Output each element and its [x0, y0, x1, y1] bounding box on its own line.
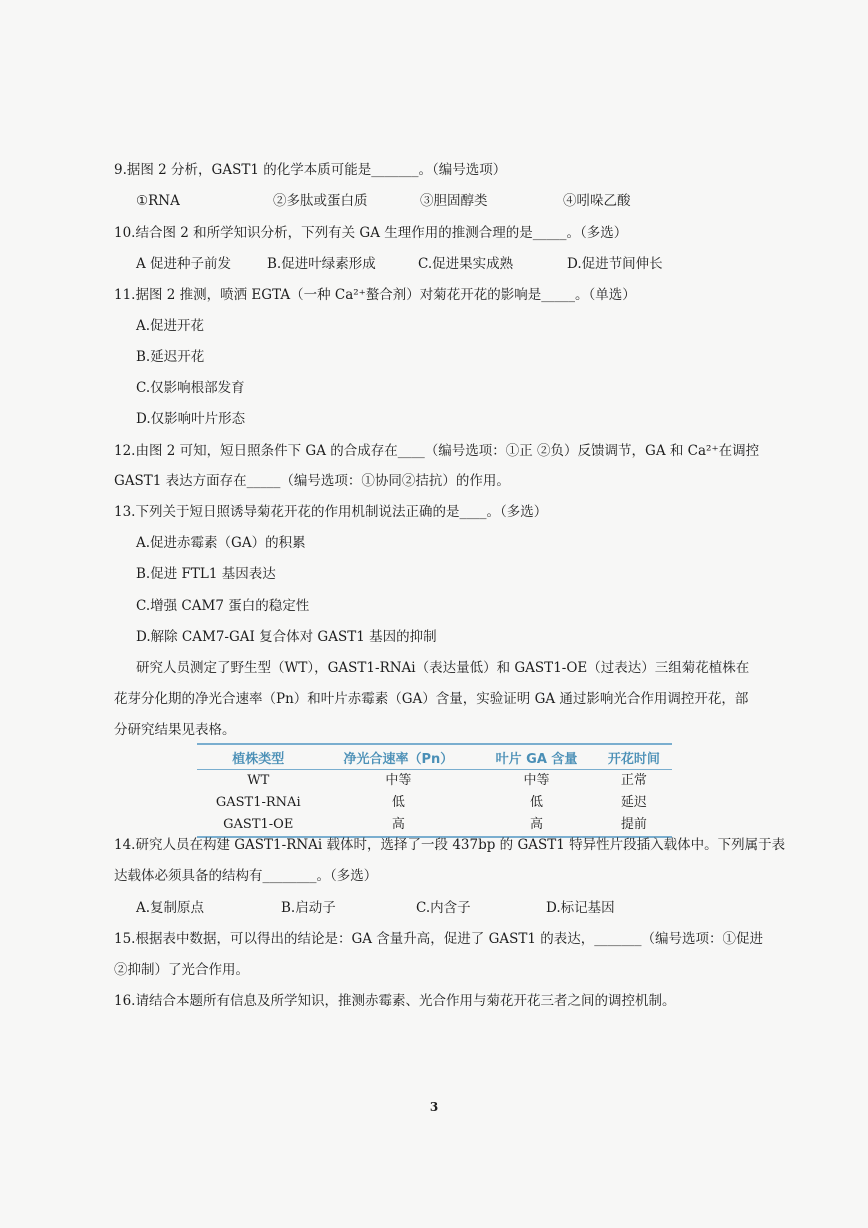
- question-15-line-1: 15.根据表中数据，可以得出的结论是：GA 含量升高，促进了 GAST1 的表达，_______（编号选项：①促进: [114, 931, 764, 947]
- q14-option-c: C.内含子: [416, 900, 471, 916]
- q9-option-4: ④吲哚乙酸: [563, 193, 631, 209]
- q13-option-a: A.促进赤霉素（GA）的积累: [136, 535, 306, 551]
- question-10-stem: 10.结合图 2 和所学知识分析，下列有关 GA 生理作用的推测合理的是_____。（多选）: [114, 225, 628, 241]
- q10-option-c: C.促进果实成熟: [418, 256, 514, 272]
- question-16-stem: 16.请结合本题所有信息及所学知识，推测赤霉素、光合作用与菊花开花三者之间的调控机制。: [114, 993, 676, 1009]
- intro-line-1: 研究人员测定了野生型（WT），GAST1-RNAi（表达量低）和 GAST1-OE（过表达）三组菊花植株在: [136, 660, 750, 676]
- question-15-line-2: ②抑制）了光合作用。: [114, 962, 249, 978]
- table-cell: GAST1-RNAi: [215, 795, 301, 810]
- q11-option-c: C.仅影响根部发育: [136, 380, 245, 396]
- table-cell: 中等: [523, 773, 550, 788]
- question-14-options: [136, 898, 776, 918]
- table-cell: 高: [477, 814, 595, 837]
- question-12-line-1: 12.由图 2 可知，短日照条件下 GA 的合成存在____（编号选项：①正 ②负）反馈调节，GA 和 Ca²⁺在调控: [114, 443, 760, 459]
- q11-option-d: D.仅影响叶片形态: [136, 411, 246, 427]
- table-cell: 提前: [596, 814, 672, 837]
- q13-option-b: B.促进 FTL1 基因表达: [136, 566, 276, 582]
- q10-option-a: A 促进种子前发: [136, 256, 232, 272]
- table-cell: 低: [391, 795, 405, 810]
- table-row: [197, 770, 672, 793]
- question-13-stem: 13.下列关于短日照诱导菊花开花的作用机制说法正确的是____。（多选）: [114, 504, 548, 520]
- q10-option-d: D.促进节间伸长: [567, 256, 663, 272]
- table-cell: WT: [247, 773, 270, 788]
- table-row: [197, 814, 672, 837]
- q9-option-1: ①RNA: [136, 193, 180, 209]
- q13-option-c: C.增强 CAM7 蛋白的稳定性: [136, 598, 310, 614]
- q9-option-3: ③胆固醇类: [420, 193, 488, 209]
- question-9-stem: 9.据图 2 分析，GAST1 的化学本质可能是_______。（编号选项）: [114, 162, 507, 178]
- q14-option-b: B.启动子: [281, 900, 336, 916]
- question-14-line-2: 达载体必须具备的结构有________。（多选）: [114, 868, 378, 884]
- table-header-row: [197, 744, 672, 770]
- header-pn: 净光合速率（Pn）: [319, 744, 477, 770]
- table-cell: GAST1-OE: [197, 814, 319, 837]
- question-14-line-1: 14.研究人员在构建 GAST1-RNAi 载体时，选择了一段 437bp 的 GAST1 特异性片段插入载体中。下列属于表: [114, 837, 786, 853]
- question-12-line-2: GAST1 表达方面存在_____（编号选项：①协同②拮抗）的作用。: [114, 473, 510, 489]
- table-cell: 低: [530, 795, 544, 810]
- header-ga-content: 叶片 GA 含量: [477, 744, 595, 770]
- table-cell: 中等: [385, 773, 412, 788]
- q11-option-a: A.促进开花: [136, 318, 205, 334]
- table-cell: 正常: [620, 773, 647, 788]
- table-cell: 延迟: [620, 795, 647, 810]
- q11-option-b: B.延迟开花: [136, 349, 205, 365]
- intro-line-2: 花芽分化期的净光合速率（Pn）和叶片赤霉素（GA）含量，实验证明 GA 通过影响光合作用调控开花，部: [114, 691, 749, 707]
- page-number: 3: [429, 1100, 439, 1114]
- question-9-options: [136, 191, 776, 211]
- q13-option-d: D.解除 CAM7-GAI 复合体对 GAST1 基因的抑制: [136, 629, 437, 645]
- header-flowering-time: 开花时间: [596, 744, 672, 770]
- question-10-options: [136, 254, 776, 274]
- q14-option-d: D.标记基因: [546, 900, 615, 916]
- question-11-stem: 11.据图 2 推测，喷洒 EGTA（一种 Ca²⁺螯合剂）对菊花开花的影响是_____。（单选）: [114, 287, 636, 303]
- table-cell: 高: [319, 814, 477, 837]
- q14-option-a: A.复制原点: [136, 900, 205, 916]
- table-row: [197, 792, 672, 814]
- header-plant-type: 植株类型: [197, 744, 319, 770]
- q10-option-b: B.促进叶绿素形成: [267, 256, 376, 272]
- intro-line-3: 分研究结果见表格。: [114, 722, 236, 738]
- results-table: [197, 743, 672, 838]
- q9-option-2: ②多肽或蛋白质: [273, 193, 368, 209]
